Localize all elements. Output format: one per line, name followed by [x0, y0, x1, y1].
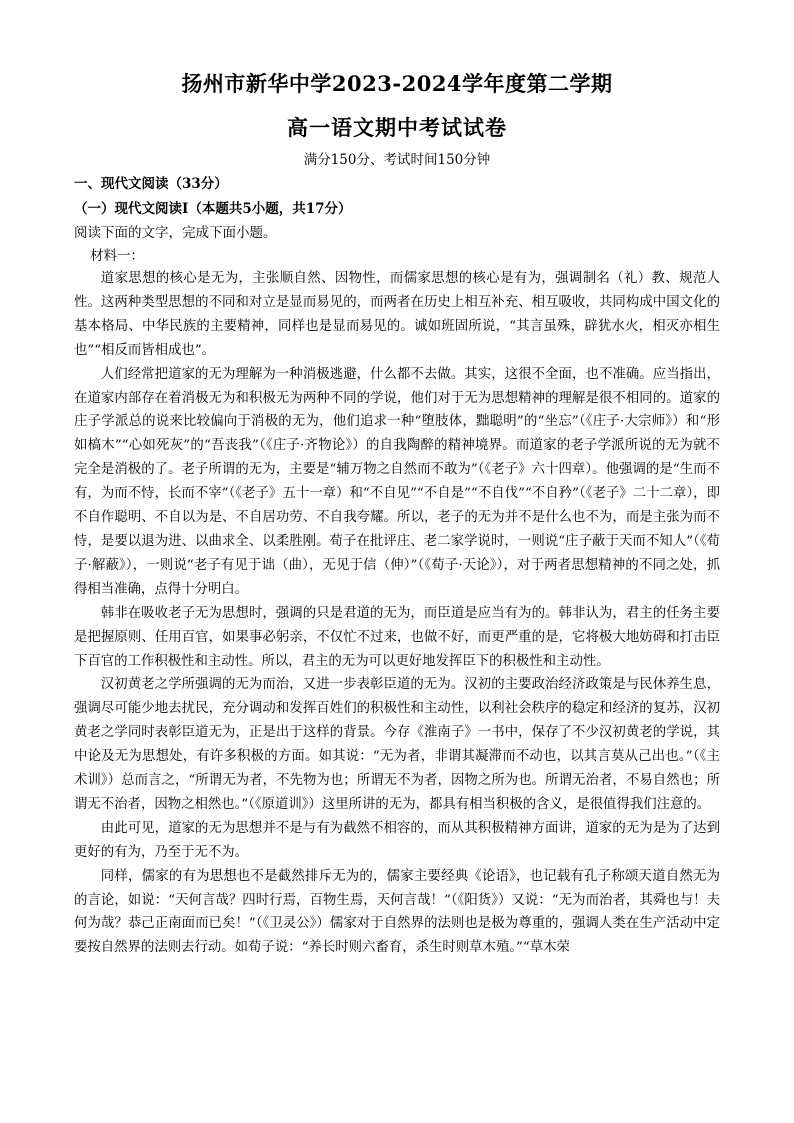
material-body	[74, 267, 720, 960]
reading-instruction: 阅读下面的文字，完成下面小题。	[74, 225, 277, 241]
section-heading: 一、现代文阅读（33分）	[74, 176, 228, 192]
paragraph: 韩非在吸收老子无为思想时，强调的只是君道的无为，而臣道是应当有为的。韩非认为，君主的任务主要是把握原则、任用百官，如果事必躬亲，不仅忙不过来，也做不好，而更严重的是，它将极大地妨碍和打击臣下百官的工作积极性和主动性。所以，君主的无为可以更好地发挥臣下的积极性和主动性。	[74, 605, 720, 669]
exam-title-school-term: 扬州市新华中学2023-2024学年度第二学期	[181, 71, 613, 96]
material-label: 材料一：	[90, 248, 144, 264]
exam-title-subject: 高一语文期中考试试卷	[287, 115, 507, 140]
paragraph: 人们经常把道家的无为理解为一种消极逃避，什么都不去做。其实，这很不全面，也不准确。应当指出，在道家内部存在着消极无为和积极无为两种不同的学说，他们对于无为思想精神的理解是很不相同的。道家的庄子学派总的说来比较偏向于消极的无为，他们追求一种“堕肢体，黜聪明”的“坐忘”（《庄子·大宗师》）和“形如槁木”“心如死灰”的“吾丧我”（《庄子·齐物论》）的自我陶醉的精神境界。而道家的老子学派所说的无为就不完全是消极的了。老子所谓的无为，主要是“辅万物之自然而不敢为”（《老子》六十四章）。他强调的是“生而不有，为而不恃，长而不宰”（《老子》五十一章）和“不自见”“不自是”“不自伐”“不自矜”（《老子》二十二章），即不自作聪明、不自以为是、不自居功劳、不自我夸耀。所以，老子的无为并不是什么也不为，而是主张为而不恃，是要以退为进、以曲求全、以柔胜刚。荀子在批评庄、老二家学说时，一则说“庄子蔽于天而不知人”（《荀子·解蔽》），一则说“老子有见于诎（曲），无见于信（伸）”（《荀子·天论》），对于两者思想精神的不同之处，抓得相当准确，点得十分明白。	[74, 366, 720, 597]
paragraph: 汉初黄老之学所强调的无为而治，又进一步表彰臣道的无为。汉初的主要政治经济政策是与民休养生息，强调尽可能少地去扰民，充分调动和发挥百姓们的积极性和主动性，以利社会秩序的稳定和经济的复苏，汉初黄老之学同时表彰臣道无为，正是出于这样的背景。今存《淮南子》一书中，保存了不少汉初黄老的学说，其中论及无为思想处，有许多积极的方面。如其说：“无为者，非谓其凝滞而不动也，以其言莫从己出也。”（《主术训》）总而言之，“所谓无为者，不先物为也；所谓无不为者，因物之所为也。所谓无治者，不易自然也；所谓无不治者，因物之相然也。”（《原道训》）这里所讲的无为，都具有相当积极的含义，是很值得我们注意的。	[74, 677, 720, 812]
paragraph: 由此可见，道家的无为思想并不是与有为截然不相容的，而从其积极精神方面讲，道家的无为是为了达到更好的有为，乃至于无不为。	[74, 820, 720, 860]
paragraph: 同样，儒家的有为思想也不是截然排斥无为的，儒家主要经典《论语》，也记载有孔子称颂天道自然无为的言论，如说：“天何言哉？四时行焉，百物生焉，天何言哉！”（《阳货》）又说：“无为而治者，其舜也与！夫何为哉？恭己正南面而已矣！”（《卫灵公》）儒家对于自然界的法则也是极为尊重的，强调人类在生产活动中定要按自然界的法则去行动。如荀子说：“养长时则六畜育，杀生时则草木殖。”“草木荣	[74, 868, 720, 956]
exam-score-time: 满分150分、考试时间150分钟	[303, 152, 491, 168]
paragraph: 道家思想的核心是无为，主张顺自然、因物性，而儒家思想的核心是有为，强调制名（礼）教、规范人性。这两种类型思想的不同和对立是显而易见的，而两者在历史上相互补充、相互吸收，共同构成中国文化的基本格局、中华民族的主要精神，同样也是显而易见的。诚如班固所说，“其言虽殊，辟犹水火，相灭亦相生也”“相反而皆相成也”。	[74, 271, 720, 358]
subsection-heading: （一）现代文阅读Ⅰ（本题共5小题，共17分）	[74, 201, 352, 217]
